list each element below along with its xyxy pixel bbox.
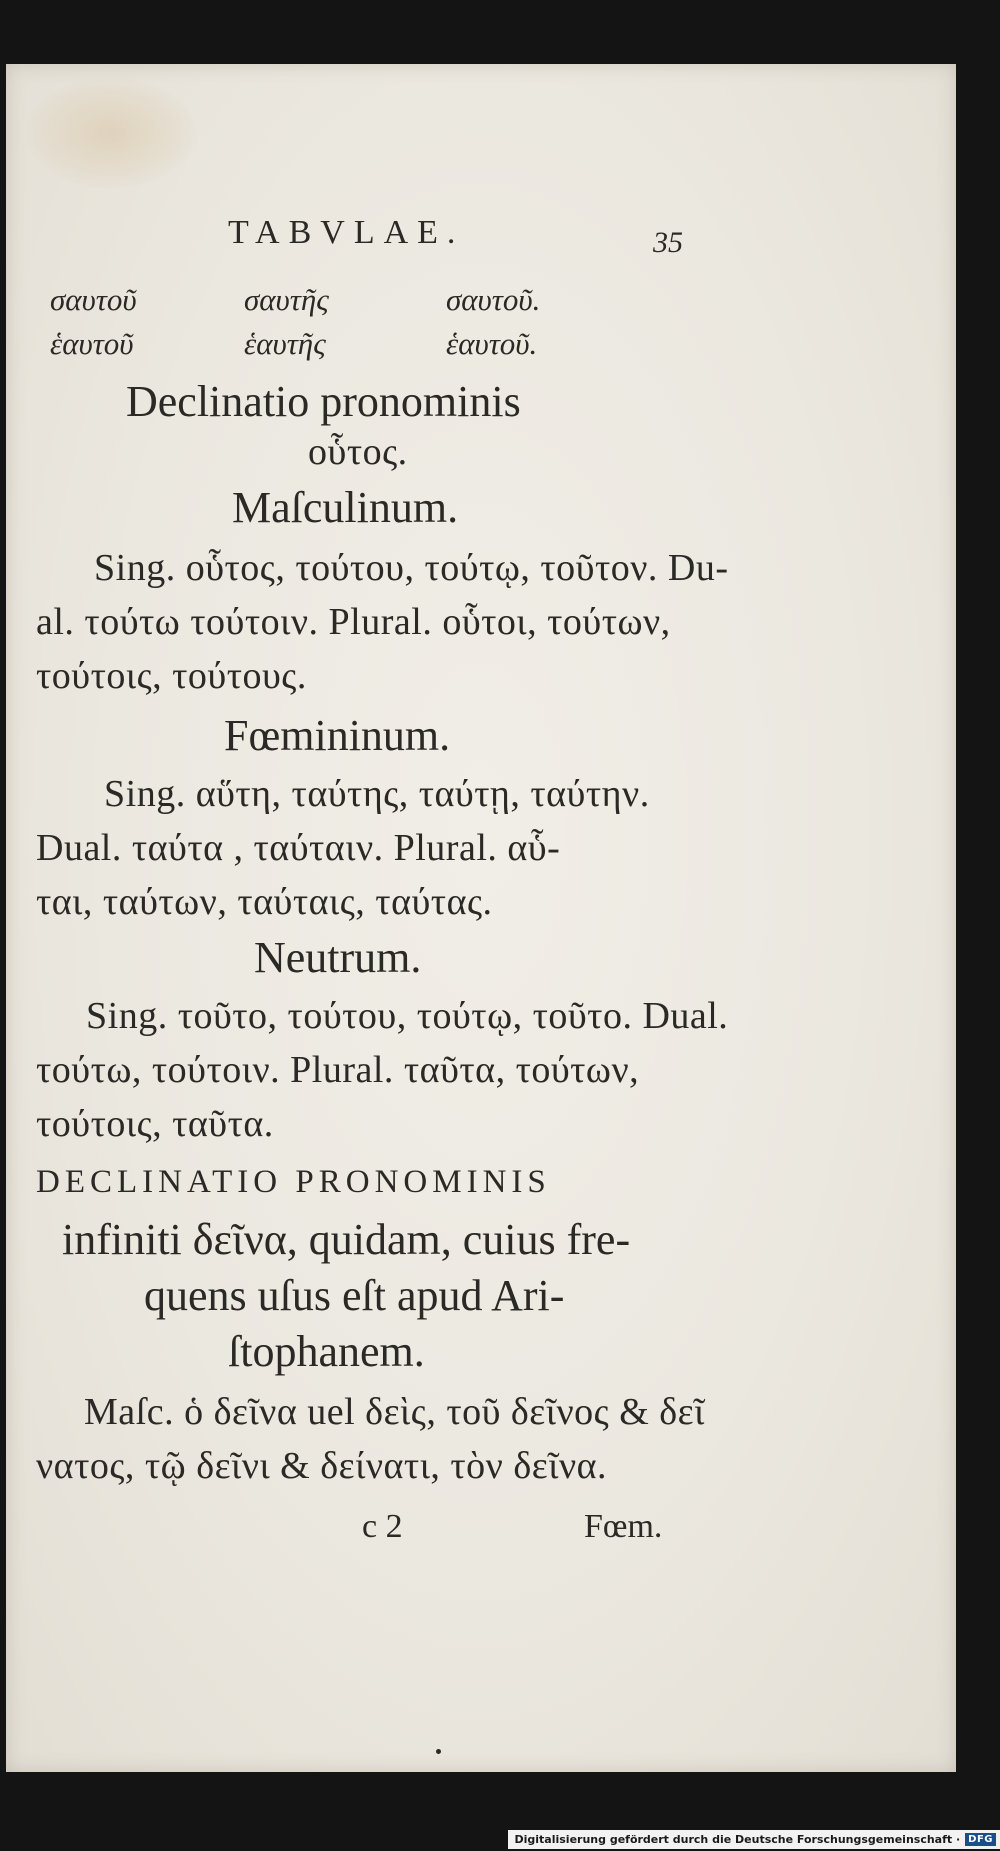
text-line: τούτοις, τούτους. xyxy=(36,655,307,697)
masculine-heading: Maſculinum. xyxy=(232,483,459,532)
text-line: Dual. ταύτα , ταύταιν. Plural. αὗ- xyxy=(36,827,561,869)
feminine-heading: Fœmininum. xyxy=(224,711,451,760)
section-title-caps: DECLINATIO PRONOMINIS xyxy=(36,1164,551,1200)
section-title: Declinatio pronominis xyxy=(126,377,521,426)
text-line: ται, ταύτων, ταύταις, ταύτας. xyxy=(36,881,493,923)
book-page xyxy=(6,64,956,1772)
page-stain xyxy=(26,78,196,188)
section-title: ſtophanem. xyxy=(228,1327,425,1376)
digitization-credit xyxy=(508,1830,1000,1849)
text-line: al. τούτω τούτοιν. Plural. οὗτοι, τούτων, xyxy=(36,601,671,643)
pronoun-cell: ἑαυτῆς xyxy=(244,326,326,361)
pronoun-cell: σαυτοῦ xyxy=(50,282,137,317)
ink-dot xyxy=(436,1749,441,1754)
text-line: τούτοις, ταῦτα. xyxy=(36,1103,274,1145)
pronoun-cell: ἑαυτοῦ xyxy=(50,326,134,361)
text-line: Sing. αὕτη, ταύτης, ταύτῃ, ταύτην. xyxy=(104,773,650,815)
text-line: νατος, τῷ δεῖνι & δείνατι, τὸν δεῖνα. xyxy=(36,1445,608,1487)
section-title: quens uſus eſt apud Ari- xyxy=(144,1271,565,1320)
section-title-greek: οὗτος. xyxy=(308,431,408,473)
pronoun-cell: σαυτῆς xyxy=(244,282,329,317)
running-header: TABVLAE. xyxy=(228,214,465,251)
page-number: 35 xyxy=(653,226,683,259)
neuter-heading: Neutrum. xyxy=(254,933,422,982)
text-line: Sing. οὗτος, τούτου, τούτῳ, τοῦτον. Du- xyxy=(94,547,729,589)
section-title: infiniti δεῖνα, quidam, cuius fre- xyxy=(62,1215,631,1264)
signature-mark: c 2 xyxy=(362,1508,403,1545)
dfg-logo-icon: DFG xyxy=(965,1833,996,1846)
pronoun-cell: σαυτοῦ. xyxy=(446,282,541,317)
catchword: Fœm. xyxy=(584,1508,663,1545)
text-line: Maſc. ὁ δεῖνα uel δεὶς, τοῦ δεῖνος & δεῖ xyxy=(84,1391,705,1433)
pronoun-cell: ἑαυτοῦ. xyxy=(446,326,538,361)
text-line: τούτω, τούτοιν. Plural. ταῦτα, τούτων, xyxy=(36,1049,640,1091)
text-line: Sing. τοῦτο, τούτου, τούτῳ, τοῦτο. Dual. xyxy=(86,995,729,1037)
credit-text: Digitalisierung gefördert durch die Deutsche Forschungsgemeinschaft · xyxy=(514,1833,961,1846)
